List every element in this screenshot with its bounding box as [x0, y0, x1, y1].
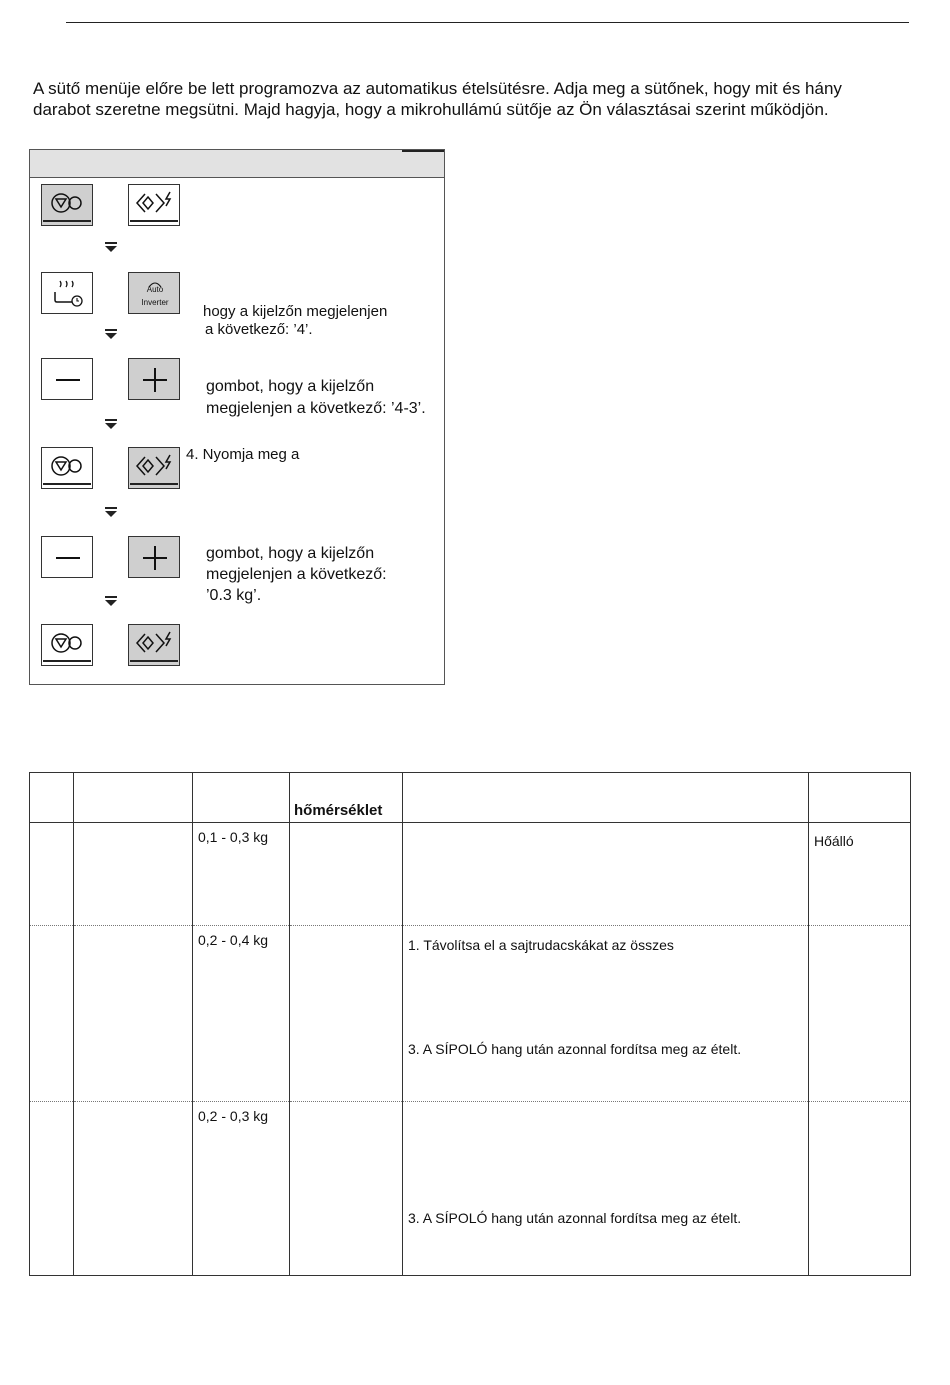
minus-button[interactable]: [41, 536, 93, 578]
instruction-panel: [29, 149, 445, 685]
inverter-label: Inverter: [141, 298, 169, 307]
auto-label: Auto: [146, 285, 164, 294]
step2-text-line1: hogy a kijelzőn megjelenjen: [203, 303, 388, 320]
auto-inverter-icon: [129, 273, 181, 315]
auto-inverter-button[interactable]: [128, 272, 180, 314]
start-button[interactable]: [128, 447, 180, 489]
table-row: [30, 926, 911, 1102]
plus-button[interactable]: [128, 536, 180, 578]
table-header-row: [30, 773, 911, 823]
table-row: [30, 1102, 911, 1276]
start-sensor-icon: [129, 185, 181, 227]
panel-header: [30, 150, 444, 178]
header-cell: [403, 773, 809, 823]
instruction-step3: 3. A SÍPOLÓ hang után azonnal fordítsa meg az ételt.: [408, 1041, 742, 1057]
instruction-step1: 1. Távolítsa el a sajtrudacskákat az összes: [408, 937, 674, 953]
weight-cell: 0,2 - 0,3 kg: [198, 1108, 269, 1124]
minus-icon: [42, 537, 94, 579]
header-cell: [74, 773, 193, 823]
start-button[interactable]: [128, 184, 180, 226]
stop-clear-icon: [42, 448, 94, 490]
step5-text-line3: ’0.3 kg’.: [206, 587, 262, 604]
plus-icon: [129, 359, 181, 401]
step2-text-line2: a következő: ’4’.: [205, 321, 313, 338]
table-row: [30, 823, 911, 926]
auto-cook-table: [29, 772, 911, 1276]
plus-button[interactable]: [128, 358, 180, 400]
header-cell: [193, 773, 290, 823]
step5-text-line1: gombot, hogy a kijelzőn: [206, 545, 375, 562]
minus-button[interactable]: [41, 358, 93, 400]
step3-text-line1: gombot, hogy a kijelzőn: [206, 378, 375, 395]
stop-clear-button[interactable]: [41, 184, 93, 226]
stop-clear-icon: [42, 185, 94, 227]
intro-paragraph: A sütő menüje előre be lett programozva az automatikus ételsütésre. Adja meg a sütőnek, hogy mit és hány darabot szeretne megsütni. Majd hagyja, hogy a mikrohullámú sütője az Ön választásai szerint működjön.: [33, 79, 842, 119]
auto-cook-icon: [42, 273, 94, 315]
container-cell: Hőálló: [814, 833, 854, 849]
header-cell: [30, 773, 74, 823]
panel-header-accent: [402, 150, 444, 152]
start-button[interactable]: [128, 624, 180, 666]
header-temp: hőmérséklet: [290, 773, 403, 823]
stop-clear-button[interactable]: [41, 447, 93, 489]
weight-cell: 0,2 - 0,4 kg: [198, 932, 269, 948]
minus-icon: [42, 359, 94, 401]
auto-cook-button[interactable]: [41, 272, 93, 314]
start-sensor-icon: [129, 625, 181, 667]
step4-text: 4. Nyomja meg a: [186, 446, 300, 463]
stop-clear-icon: [42, 625, 94, 667]
weight-cell: 0,1 - 0,3 kg: [198, 829, 269, 845]
instruction-step3: 3. A SÍPOLÓ hang után azonnal fordítsa meg az ételt.: [408, 1210, 742, 1226]
step5-text-line2: megjelenjen a következő:: [206, 566, 387, 583]
plus-icon: [129, 537, 181, 579]
start-sensor-icon: [129, 448, 181, 490]
step3-text-line2: megjelenjen a következő: ’4-3’.: [206, 400, 426, 417]
top-rule: [66, 22, 909, 23]
stop-clear-button[interactable]: [41, 624, 93, 666]
header-cell: [809, 773, 911, 823]
